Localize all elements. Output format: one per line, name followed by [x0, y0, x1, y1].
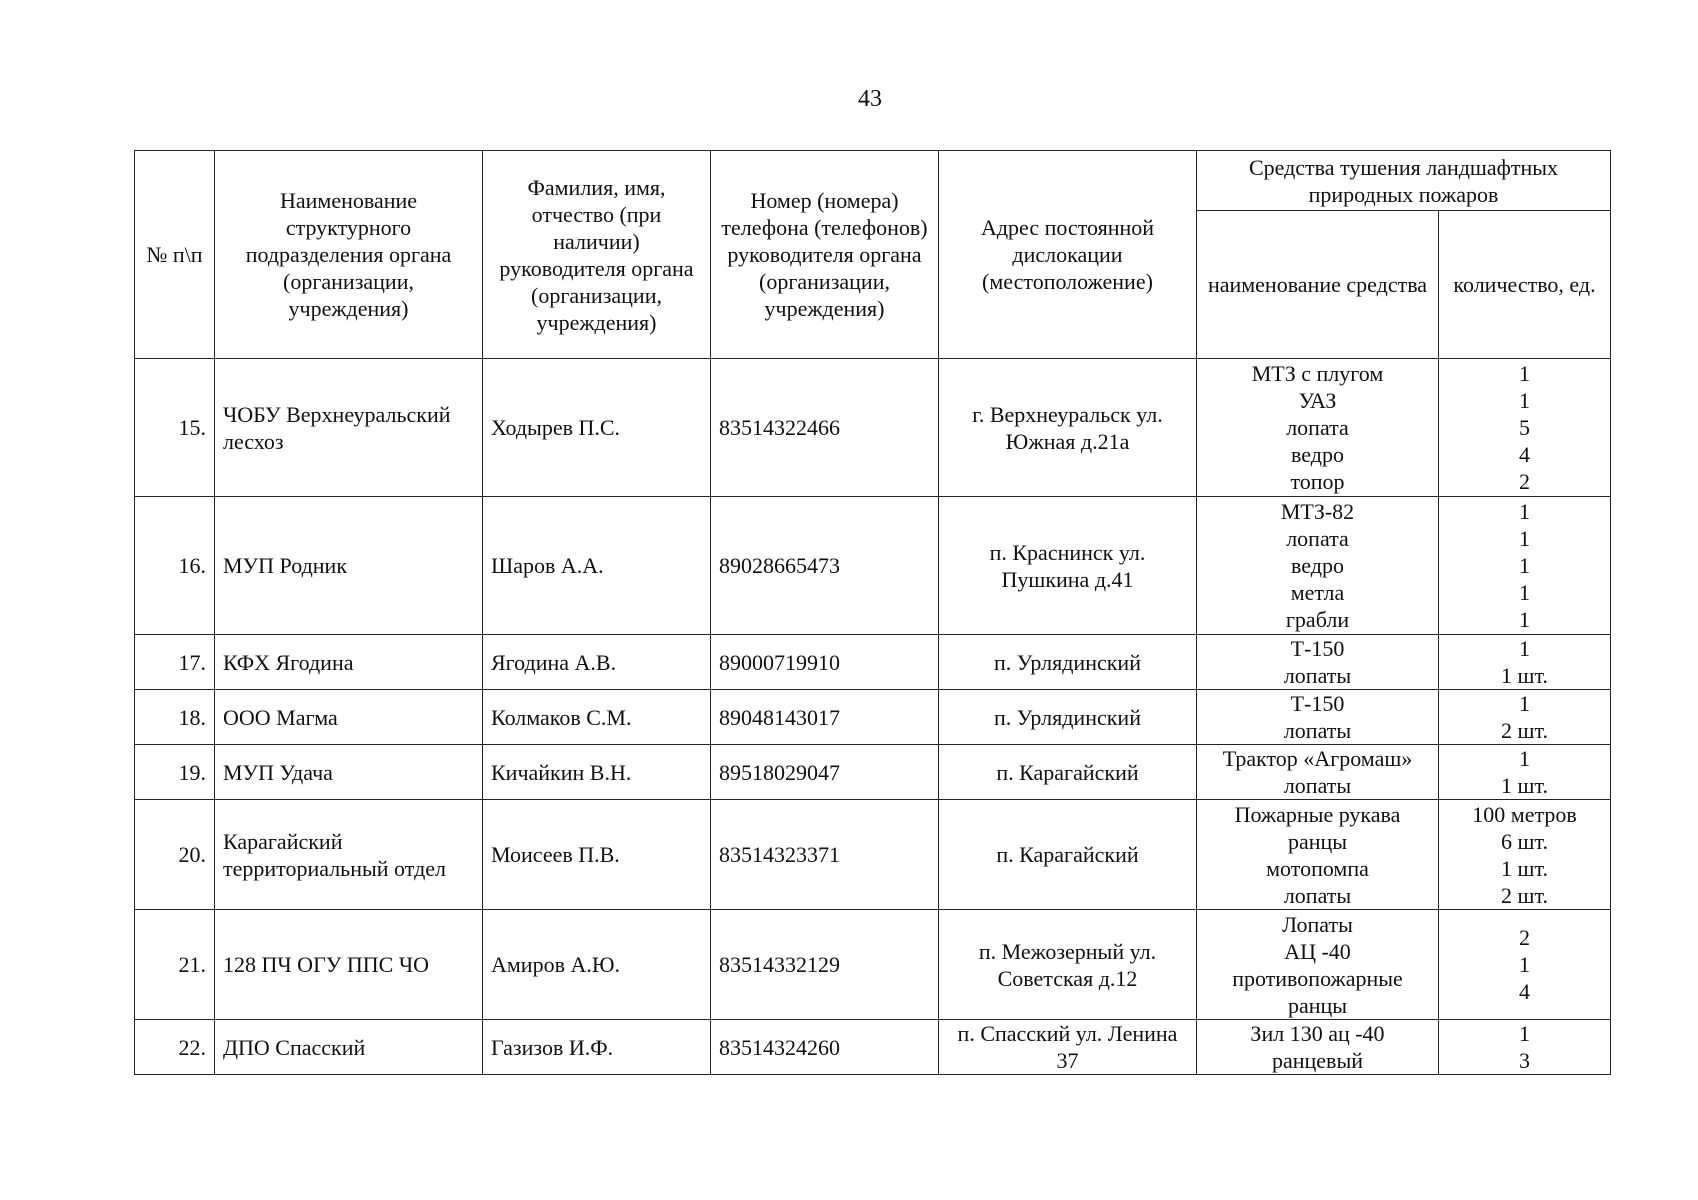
row-address: п. Краснинск ул. Пушкина д.41: [939, 497, 1197, 635]
row-head-name: Газизов И.Ф.: [483, 1020, 711, 1075]
row-number: 16.: [135, 497, 215, 635]
row-head-name: Колмаков С.М.: [483, 690, 711, 745]
row-address: г. Верхнеуральск ул. Южная д.21а: [939, 359, 1197, 497]
table-row: [135, 497, 1611, 635]
row-quantity: 1 2 шт.: [1439, 690, 1611, 745]
header-org: Наименование структурного подразделения органа (организации, учреждения): [215, 151, 483, 359]
row-equipment: Зил 130 ац -40 ранцевый: [1197, 1020, 1439, 1075]
table-body: [135, 359, 1611, 1075]
row-quantity: 100 метров 6 шт. 1 шт. 2 шт.: [1439, 800, 1611, 910]
row-equipment: Лопаты АЦ -40 противопожарные ранцы: [1197, 910, 1439, 1020]
row-address: п. Спасский ул. Ленина 37: [939, 1020, 1197, 1075]
row-number: 15.: [135, 359, 215, 497]
header-phone: Номер (номера) телефона (телефонов) руководителя органа (организации, учреждения): [711, 151, 939, 359]
row-number: 17.: [135, 635, 215, 690]
row-address: п. Карагайский: [939, 800, 1197, 910]
table-row: [135, 690, 1611, 745]
header-means-name: наименование средства: [1197, 211, 1439, 359]
row-phone: 83514323371: [711, 800, 939, 910]
row-number: 18.: [135, 690, 215, 745]
row-organization: МУП Родник: [215, 497, 483, 635]
row-address: п. Карагайский: [939, 745, 1197, 800]
row-quantity: 1 1 1 1 1: [1439, 497, 1611, 635]
table-row: [135, 359, 1611, 497]
row-head-name: Ходырев П.С.: [483, 359, 711, 497]
row-organization: МУП Удача: [215, 745, 483, 800]
row-equipment: Трактор «Агромаш» лопаты: [1197, 745, 1439, 800]
row-organization: ООО Магма: [215, 690, 483, 745]
row-equipment: МТЗ с плугом УАЗ лопата ведро топор: [1197, 359, 1439, 497]
table-row: [135, 745, 1611, 800]
row-phone: 83514324260: [711, 1020, 939, 1075]
table-row: [135, 910, 1611, 1020]
row-head-name: Шаров А.А.: [483, 497, 711, 635]
row-organization: Карагайский территориальный отдел: [215, 800, 483, 910]
row-number: 21.: [135, 910, 215, 1020]
row-head-name: Ягодина А.В.: [483, 635, 711, 690]
row-phone: 83514332129: [711, 910, 939, 1020]
table-row: [135, 800, 1611, 910]
row-number: 22.: [135, 1020, 215, 1075]
row-phone: 89518029047: [711, 745, 939, 800]
row-head-name: Моисеев П.В.: [483, 800, 711, 910]
header-address: Адрес постоянной дислокации (местоположение): [939, 151, 1197, 359]
row-quantity: 1 1 5 4 2: [1439, 359, 1611, 497]
row-address: п. Межозерный ул. Советская д.12: [939, 910, 1197, 1020]
row-address: п. Урлядинский: [939, 690, 1197, 745]
row-equipment: Пожарные рукава ранцы мотопомпа лопаты: [1197, 800, 1439, 910]
fire-equipment-table: [134, 150, 1611, 1075]
row-quantity: 1 3: [1439, 1020, 1611, 1075]
row-head-name: Амиров А.Ю.: [483, 910, 711, 1020]
header-means-group: Средства тушения ландшафтных природных пожаров: [1197, 151, 1611, 211]
row-phone: 83514322466: [711, 359, 939, 497]
row-quantity: 2 1 4: [1439, 910, 1611, 1020]
row-equipment: МТЗ-82 лопата ведро метла грабли: [1197, 497, 1439, 635]
row-number: 19.: [135, 745, 215, 800]
header-num: № п\п: [135, 151, 215, 359]
row-equipment: Т-150 лопаты: [1197, 690, 1439, 745]
row-quantity: 1 1 шт.: [1439, 635, 1611, 690]
row-number: 20.: [135, 800, 215, 910]
row-phone: 89028665473: [711, 497, 939, 635]
header-head: Фамилия, имя, отчество (при наличии) руководителя органа (организации, учреждения): [483, 151, 711, 359]
page-number: 43: [858, 86, 882, 112]
table-header-row: [135, 151, 1611, 211]
row-organization: ДПО Спасский: [215, 1020, 483, 1075]
row-organization: КФХ Ягодина: [215, 635, 483, 690]
row-equipment: Т-150 лопаты: [1197, 635, 1439, 690]
table-row: [135, 635, 1611, 690]
row-organization: 128 ПЧ ОГУ ППС ЧО: [215, 910, 483, 1020]
row-organization: ЧОБУ Верхнеуральский лесхоз: [215, 359, 483, 497]
row-phone: 89000719910: [711, 635, 939, 690]
row-quantity: 1 1 шт.: [1439, 745, 1611, 800]
row-phone: 89048143017: [711, 690, 939, 745]
row-head-name: Кичайкин В.Н.: [483, 745, 711, 800]
header-means-qty: количество, ед.: [1439, 211, 1611, 359]
row-address: п. Урлядинский: [939, 635, 1197, 690]
table-row: [135, 1020, 1611, 1075]
